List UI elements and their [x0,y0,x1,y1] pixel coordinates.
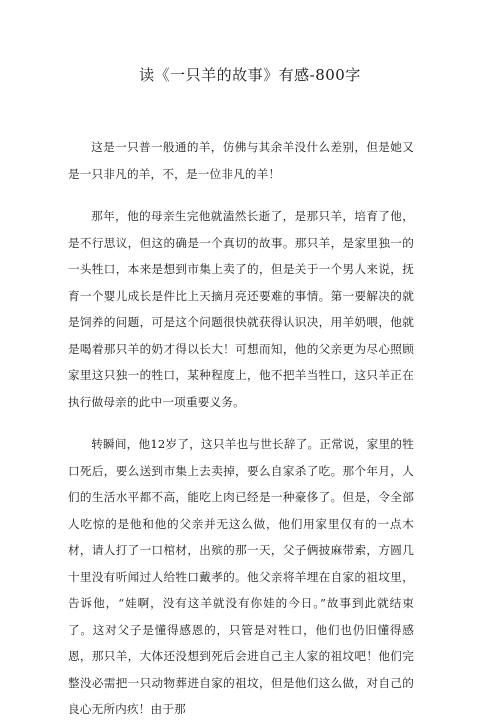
document-title: 读《一只羊的故事》有感-800字 [139,66,361,84]
paragraph-1: 这是一只普一般通的羊，仿佛与其余羊没什么差别，但是她又是一只非凡的羊，不，是一位非凡的羊！ [68,140,414,181]
document-body [68,134,414,723]
paragraph-2: 那年，他的母亲生完他就溘然长逝了，是那只羊，培育了他，是不行思议，但这的确是一个真切的故事。那只羊，是家里独一的一头牲口，本来是想到市集上卖了的，但是关于一个男人来说，抚育一个婴儿成长是件比上天摘月亮还要难的事情。第一要解决的就是饲养的问题，可是这个问题很快就获得认识决，用羊奶喂，他就是喝着那只羊的奶才得以长大！可想而知，他的父亲更为尽心照顾家里这只独一的牲口，某种程度上，他不把羊当牲口，这只羊正在执行做母亲的此中一项重要义务。 [68,209,414,409]
paragraph-3: 转瞬间，他12岁了，这只羊也与世长辞了。正常说，家里的牲口死后，要么送到市集上去卖掉，要么自家杀了吃。那个年月，人们的生活水平都不高，能吃上肉已经是一种豪侈了。但是，令全部人吃惊的是他和他的父亲并无这么做，他们用家里仅有的一点木材，请人打了一口棺材，出殡的那一天，父子俩披麻带索，方圆几十里没有听闻过人给牲口戴孝的。他父亲将羊埋在自家的祖坟里，告诉他，“娃啊，没有这羊就没有你娃的今日。”故事到此就结束了。这对父子是懂得感恩的，只管是对牲口，他们也仍旧懂得感恩，那只羊，大体还没想到死后会进自己主人家的祖坟吧！他们完整没必需把一只动物葬进自家的祖坟，但是他们这么做，对自己的良心无所内疚！由于那 [68,437,414,716]
